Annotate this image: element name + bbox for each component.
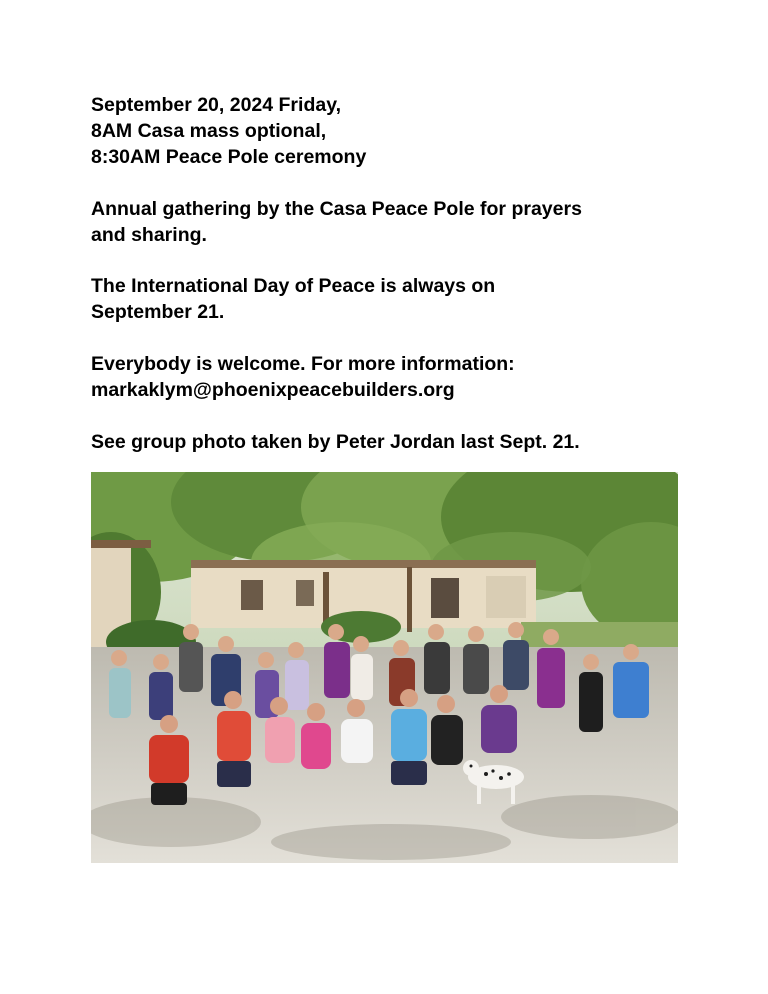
ceremony-time: 8:30AM Peace Pole ceremony	[91, 146, 367, 168]
photo-caption	[91, 429, 691, 455]
group-photo-illustration	[91, 472, 678, 863]
welcome-text	[91, 351, 691, 403]
annual-line-2: and sharing.	[91, 224, 207, 246]
photo-caption-text: See group photo taken by Peter Jordan last Sept. 21.	[91, 431, 580, 453]
international-line-2: September 21.	[91, 301, 225, 323]
group-photo	[91, 472, 678, 863]
event-date: September 20, 2024 Friday,	[91, 94, 342, 116]
international-line-1: The International Day of Peace is always on	[91, 275, 496, 297]
mass-time: 8AM Casa mass optional,	[91, 120, 327, 142]
welcome-line: Everybody is welcome. For more information:	[91, 353, 515, 375]
annual-gathering-text	[91, 196, 691, 248]
annual-line-1: Annual gathering by the Casa Peace Pole for prayers	[91, 198, 582, 220]
international-day-text	[91, 273, 691, 325]
contact-email: markaklym@phoenixpeacebuilders.org	[91, 379, 455, 401]
event-details	[91, 92, 691, 170]
